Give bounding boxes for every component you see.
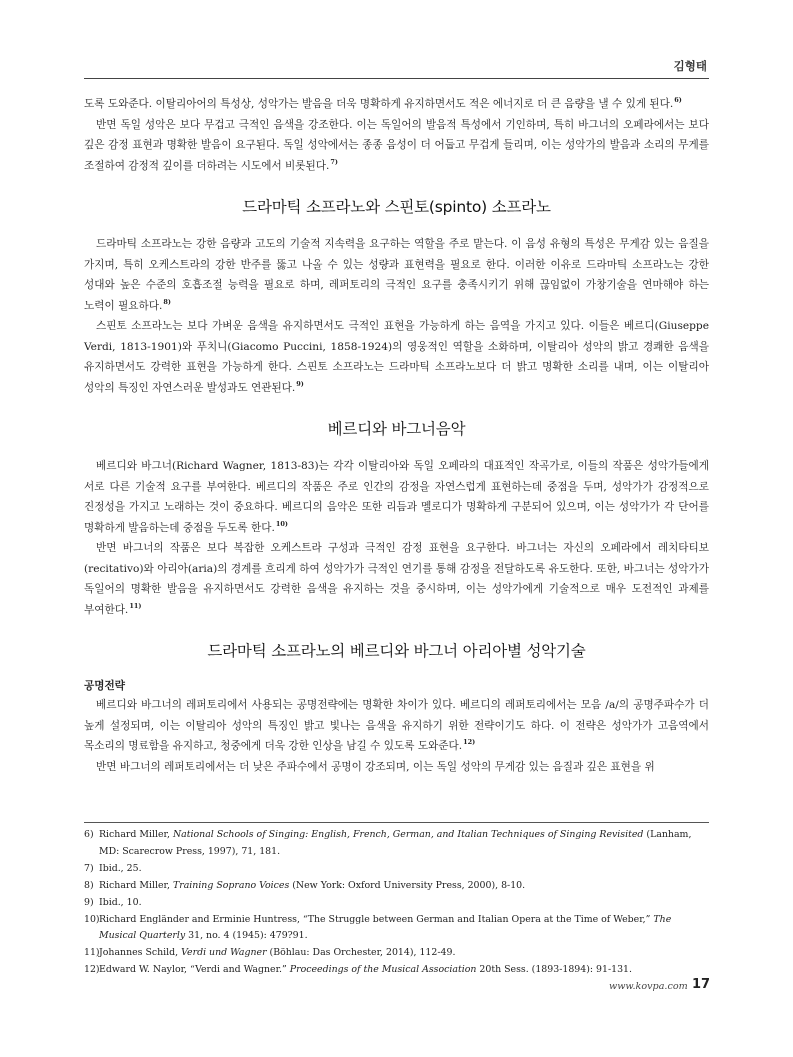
footnote-number: 10) bbox=[84, 913, 100, 925]
footnote: 6) Richard Miller, National Schools of Singing: English, French, German, and Italian Techniques of Singing Revisited (Lanham, MD: Scarecrow Press, 1997), 71, 181. bbox=[84, 827, 709, 861]
work-title: The Musical Quarterly bbox=[99, 913, 672, 942]
footnotes bbox=[84, 827, 709, 979]
paragraph: 스핀토 소프라노는 보다 가벼운 음색을 유지하면서도 극적인 표현을 가능하게 하는 음역을 가지고 있다. 이들은 베르디(Giuseppe Verdi, 1813-1901)와 푸치니(Giacomo Puccini, 1858-1924)의 영웅적인 역할을 소화하며, 이탈리아 성악의 밝고 경쾌한 음색을 유지하면서도 강력한 표현을 가능하게 한다. 스핀토 소프라노는 드라마틱 소프라노보다 더 밝고 명확한 소리를 내며, 이는 이탈리아 성악의 특징인 자연스러운 발성과도 연관된다.$^{9)}$ bbox=[84, 320, 709, 394]
paragraph: 베르디와 바그너의 레퍼토리에서 사용되는 공명전략에는 명확한 차이가 있다. 베르디의 레퍼토리에서는 모음 /a/의 공명주파수가 더 높게 설정되며, 이는 이탈리아 성악의 특징인 밝고 빛나는 음색을 유지하기 위한 전략이기도 하다. 이 전략은 성악가가 고음역에서 목소리의 명료함을 유지하고, 청중에게 더욱 강한 인상을 남길 수 있도록 도와준다.$^{12)}$ bbox=[84, 699, 709, 752]
footnote-number: 6) bbox=[84, 829, 94, 840]
paragraph: 반면 독일 성악은 보다 무겁고 극적인 음색을 강조한다. 이는 독일어의 발음적 특성에서 기인하며, 특히 바그너의 오페라에서는 보다 깊은 감정 표현과 명확한 발음이 요구된다. 독일 성악에서는 종종 음성이 더 어둡고 무겁게 들리며, 이는 성악가의 발음과 소리의 무게를 조절하여 감정적 깊이를 더하려는 시도에서 비롯된다.$^{7)}$ bbox=[84, 118, 709, 172]
footnote: 8) Richard Miller, Training Soprano Voices (New York: Oxford University Press, 2000), 8-10. bbox=[84, 878, 709, 895]
footnote-number: 8) bbox=[84, 879, 94, 891]
paragraph: 반면 바그너의 작품은 보다 복잡한 오케스트라 구성과 극적인 감정 표현을 요구한다. 바그너는 자신의 오페라에서 레치타티보(recitativo)와 아리아(aria)의 경계를 흐리게 하여 성악가가 극적인 연기를 통해 감정을 전달하도록 유도한다. 또한, 바그너는 성악가가 독일어의 명확한 발음을 유지하면서도 강력한 음색을 유지하는 것을 중시하며, 이는 성악가에게 기술적으로 매우 도전적인 과제를 부여한다.$^{11)}$ bbox=[84, 542, 709, 616]
work-title: Proceedings of the Musical Association bbox=[289, 964, 477, 976]
section-heading: 드라마틱 소프라노의 베르디와 바그너 아리아별 성악기술 bbox=[207, 642, 586, 660]
footnote-number: 12) bbox=[84, 964, 100, 976]
footnote-ref[interactable]: 12) bbox=[463, 738, 476, 746]
footnote-ref[interactable]: 10) bbox=[275, 519, 288, 528]
work-title: National Schools of Singing: English, French, German, and Italian Techniques of Singing Revisited bbox=[172, 829, 644, 840]
footnote-number: 7) bbox=[84, 862, 94, 874]
footnote: 10) Richard Engländer and Erminie Huntress, “The Struggle between German and Italian Opera at the Time of Weber,” The Musical Quarterly 31, no. 4 (1945): 479?91. bbox=[84, 912, 709, 946]
work-title: Verdi und Wagner bbox=[181, 947, 267, 959]
footnote-ref[interactable]: 7) bbox=[330, 157, 338, 166]
running-header-author: 김형태 bbox=[673, 59, 707, 73]
paragraph: 베르디와 바그너(Richard Wagner, 1813-83)는 각각 이탈리아와 독일 오페라의 대표적인 작곡가로, 이들의 작품은 성악가들에게 서로 다른 기술적 요구를 부여한다. 베르디의 작품은 주로 인간의 감정을 자연스럽게 표현하는데 중점을 두며, 성악가가 감정적으로 진정성을 가지고 노래하는 것이 중요하다. 베르디의 음악은 또한 리듬과 멜로디가 명확하게 구분되어 있으며, 이는 성악가가 각 단어를 명확하게 발음하는데 중점을 두도록 한다.$^{10)}$ bbox=[84, 460, 709, 534]
section-heading: 드라마틱 소프라노와 스핀토(spinto) 소프라노 bbox=[242, 198, 551, 216]
section-heading: 베르디와 바그너음악 bbox=[327, 420, 466, 438]
footnote: 11) Johannes Schild, Verdi und Wagner (Böhlau: Das Orchester, 2014), 112-49. bbox=[84, 945, 709, 962]
footer-url-link[interactable]: www.kovpa.com bbox=[609, 981, 688, 992]
footnote-number: 11) bbox=[84, 947, 100, 959]
work-title: Training Soprano Voices bbox=[172, 879, 290, 891]
footnote-ref[interactable]: 11) bbox=[129, 601, 142, 610]
paragraph: 도록 도와준다. 이탈리아어의 특성상, 성악가는 발음을 더욱 명확하게 유지하면서도 적은 에너지로 더 큰 음량을 낼 수 있게 된다.$^{6)}$ bbox=[84, 96, 682, 110]
footnote: 12) Edward W. Naylor, “Verdi and Wagner.” Proceedings of the Musical Association 20th Sess. (1893-1894): 91-131. bbox=[84, 962, 709, 979]
article-body bbox=[84, 94, 709, 777]
sub-heading: 공명전략 bbox=[84, 680, 125, 692]
footnote-ref[interactable]: 9) bbox=[296, 379, 304, 388]
footnote-ref[interactable]: 8) bbox=[163, 297, 171, 306]
paragraph: 반면 바그너의 레퍼토리에서는 더 낮은 주파수에서 공명이 강조되며, 이는 독일 성악의 무게감 있는 음질과 깊은 표현을 위 bbox=[96, 760, 655, 773]
page-number: 17 bbox=[692, 977, 711, 992]
footnote-ref[interactable]: 6) bbox=[674, 96, 682, 104]
footnote: 7) Ibid., 25. bbox=[84, 861, 709, 878]
footnote: 9) Ibid., 10. bbox=[84, 895, 709, 912]
paragraph: 드라마틱 소프라노는 강한 음량과 고도의 기술적 지속력을 요구하는 역할을 주로 맡는다. 이 음성 유형의 특성은 무게감 있는 음질을 가지며, 특히 오케스트라의 강한 반주를 뚫고 나올 수 있는 성량과 표현력을 필요로 한다. 이러한 이유로 드라마틱 소프라노는 강한 성대와 높은 수준의 호흡조절 능력을 필요로 하며, 레퍼토리의 극적인 요구를 충족시키기 위해 끊임없이 가창기술을 연마해야 하는 노력이 필요하다.$^{8)}$ bbox=[84, 238, 709, 312]
header-rule bbox=[84, 78, 709, 79]
footnote-rule bbox=[84, 822, 709, 823]
footnote-number: 9) bbox=[84, 896, 94, 908]
